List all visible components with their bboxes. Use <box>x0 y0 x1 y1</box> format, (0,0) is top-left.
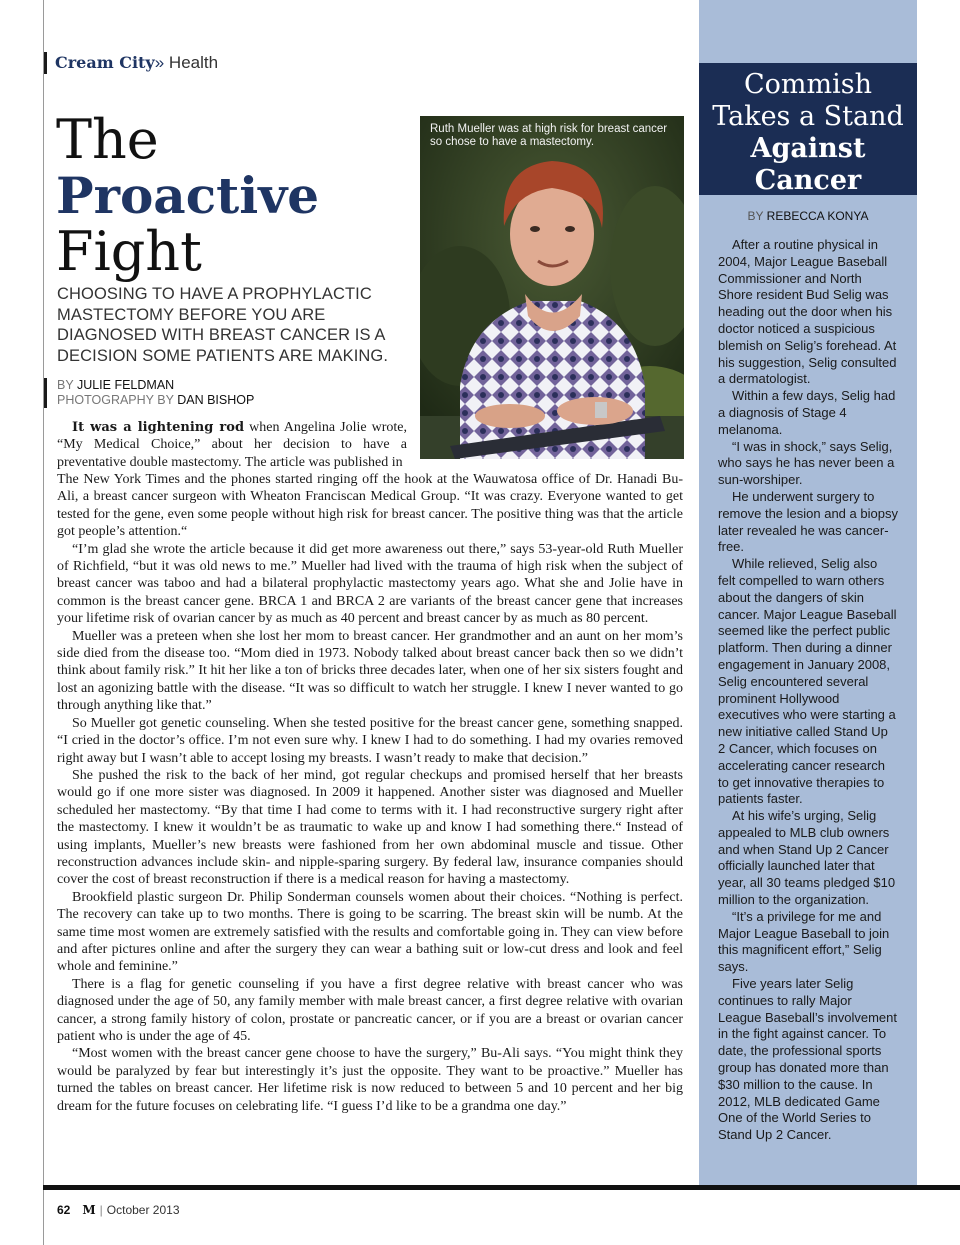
sidebar-title <box>699 63 917 195</box>
article-headline <box>56 108 416 283</box>
footer-divider: | <box>99 1203 103 1217</box>
sidebar-paragraph: Five years later Selig continues to rally Major League Baseball’s involvement in the fight against cancer. To date, the professional sports group has donated more than $30 million to the cause. In 2012, MLB dedicated Game One of the World Series to Stand Up 2 Cancer. <box>718 976 897 1143</box>
article-lead-in: It was a lightening rod <box>72 420 245 435</box>
sidebar-paragraph: After a routine physical in 2004, Major League Baseball Commissioner and North Shore resident Bud Selig was heading out the door when his doctor noticed a suspicious blemish on Selig’s forehead. At his suggestion, Selig consulted a dermatologist. <box>718 237 897 387</box>
photographer-name: DAN BISHOP <box>177 393 255 407</box>
article-paragraph: There is a flag for genetic counseling if you have a first degree relative with breast cancer who was diagnosed under the age of 50, any family member with male breast cancer, a first degree relative with ovarian cancer, a strong family history of colon, prostate or pancreatic cancer, or if you are a breast or ovarian cancer patient who is under the age of 45. <box>57 976 683 1044</box>
photographer-label: PHOTOGRAPHY BY <box>57 393 174 407</box>
section-header <box>44 52 218 74</box>
sidebar-title-line-2: Takes a Stand <box>712 101 904 132</box>
sidebar-paragraph: While relieved, Selig also felt compelled to warn others about the dangers of skin cancer. Major League Baseball seemed like the perfect public platform. Then during a dinner engagement in January 2008, Selig encountered several prominent Hollywood executives who were starting a new initiative called Stand Up 2 Cancer, which focuses on accelerating cancer research to get innovative therapies to patients faster. <box>718 556 897 807</box>
author-byline <box>57 378 254 393</box>
sidebar-title-line-1: Commish <box>744 69 872 100</box>
sidebar-paragraph: “I was in shock,” says Selig, who says he has never been a sun-worshiper. <box>718 438 895 488</box>
sidebar-body <box>718 237 898 1144</box>
issue-date: October 2013 <box>106 1203 180 1217</box>
sidebar-title-line-3: Against <box>750 133 866 164</box>
headline-line-3: Fight <box>56 220 202 283</box>
right-gutter <box>917 0 960 1185</box>
article-deck: CHOOSING TO HAVE A PROPHYLACTIC MASTECTOMY BEFORE YOU ARE DIAGNOSED WITH BREAST CANCER IS A DECISION SOME PATIENTS ARE MAKING. <box>57 285 389 365</box>
left-margin-rule <box>43 0 44 1245</box>
article-paragraph: She pushed the risk to the back of her mind, got regular checkups and promised herself that her breasts would go if one more sister was diagnosed. In 2009 it happened. Another sister was diagnosed and Mueller scheduled her mastectomy. “By that time I had come to terms with it. I had reconstructive surgery right after the mastectomy. I knew it wouldn’t be as traumatic to wake up and know I had something there.“ Instead of using implants, Mueller’s new breasts were fashioned from her own abdominal muscle and tissue. Other reconstruction advances include skin- and nipple-sparing surgery. By federal law, insurance companies should cover the cost of breast reconstruction if there is a medical reason for having a mastectomy. <box>57 767 683 888</box>
article-paragraph: So Mueller got genetic counseling. When she tested positive for the breast cancer gene, something snapped. “I cried in the doctor’s office. I’m not even sure why. I knew I had to do something. I had my ovaries removed right away but I wasn’t able to accept losing my breasts. I wasn’t ready to make that decision.” <box>57 715 683 766</box>
magazine-logo: M <box>82 1203 96 1217</box>
author-by-label: BY <box>57 378 74 392</box>
sidebar-paragraph: “It’s a privilege for me and Major League Baseball to join this magnificent effort,” Selig says. <box>718 908 890 975</box>
article-paragraph: Brookfield plastic surgeon Dr. Philip Sonderman counsels women about their choices. “Nothing is perfect. The recovery can take up to two months. There is going to be scarring. The breast skin will be numb. At the same time most women are extremely satisfied with the results and comfortable going in. They can view before and after pictures online and after the surgery they can wear a bathing suit or low-cut dress and look and feel whole and feminine.” <box>57 889 683 975</box>
page-footer <box>57 1203 180 1217</box>
portrait-illustration <box>420 116 684 459</box>
article-paragraph: The New York Times and the phones started ringing off the hook at the Wauwatosa office of Dr. Hanadi Bu-Ali, a breast cancer surgeon with Wheaton Franciscan Medical Group. “It was crazy. Everyone wanted to get tested for the gene, even some people without high risk for breast cancer. The positive thing was that the article got people’s attention.“ <box>57 472 683 540</box>
sidebar-by-label: BY <box>747 209 764 223</box>
headline-line-2: Proactive <box>56 166 320 225</box>
article-intro-text: when Angelina Jolie wrote, “My Medical Choice,” about her decision to have a preventative double mastectomy. The article was published in <box>57 420 408 470</box>
page-number: 62 <box>57 1203 71 1217</box>
article-body <box>57 471 683 1115</box>
article-paragraph: Mueller was a preteen when she lost her mom to breast cancer. Her grandmother and an aunt on her mom’s side died from the disease too. “Mom died in 1973. Nobody talked about breast cancer back then so we didn’t think about family risk.” It hit her like a ton of bricks three decades later, when one of her six sisters fought and lost an agonizing battle with the disease. “It was so difficult to watch her struggle. I knew I never wanted to go through anything like that.” <box>57 628 683 714</box>
sidebar-paragraph: Within a few days, Selig had a diagnosis of Stage 4 melanoma. <box>718 388 896 437</box>
photo-caption: Ruth Mueller was at high risk for breast cancer so chose to have a mastectomy. <box>430 123 668 148</box>
article-bylines <box>44 378 254 408</box>
sidebar-paragraph: At his wife’s urging, Selig appealed to MLB club owners and when Stand Up 2 Cancer officially launched later that year, all 30 teams pledged $10 million to the organization. <box>718 808 896 908</box>
sidebar-title-line-4: Cancer <box>754 165 862 196</box>
article-paragraph: “Most women with the breast cancer gene choose to have the surgery,” Bu-Ali says. “You might think they would be paralyzed by fear but interestingly it’s just the opposite. They want to be proactive.” Mueller has turned the tables on breast cancer. Her lifetime risk is now reduced to between 5 and 10 percent and her big dream for the future focuses on celebrating life. “I guess I’d like to be a grandma one day.” <box>57 1046 683 1114</box>
section-separator: » <box>154 53 165 72</box>
sidebar-author: REBECCA KONYA <box>766 209 869 223</box>
footer-rule <box>43 1185 960 1190</box>
article-intro-top <box>57 419 407 471</box>
sidebar-paragraph: He underwent surgery to remove the lesion and a biopsy later revealed he was cancer-free. <box>718 488 898 555</box>
author-name: JULIE FELDMAN <box>76 378 175 392</box>
article-paragraph: “I’m glad she wrote the article because it did get more awareness out there,” says 53-year-old Ruth Mueller of Richfield, “but it was old news to me.” Mueller had lived with the trauma of high risk when the subject of breast cancer was taboo and had a bilateral prophylactic mastectomy years ago. What she and Jolie have in common is the breast cancer gene. BRCA 1 and BRCA 2 are variants of the breast cancer gene that increases your lifetime risk of ovarian cancer by as much as 40 percent and breast cancer by as much as 80 percent. <box>57 541 683 627</box>
section-topic: Health <box>168 53 219 72</box>
sidebar-byline <box>699 209 917 223</box>
photographer-byline <box>57 393 254 408</box>
portrait-photo <box>420 116 684 459</box>
article-intro-paragraph <box>57 419 407 471</box>
headline-line-1: The <box>56 108 159 171</box>
section-brand: Cream City <box>55 53 155 72</box>
